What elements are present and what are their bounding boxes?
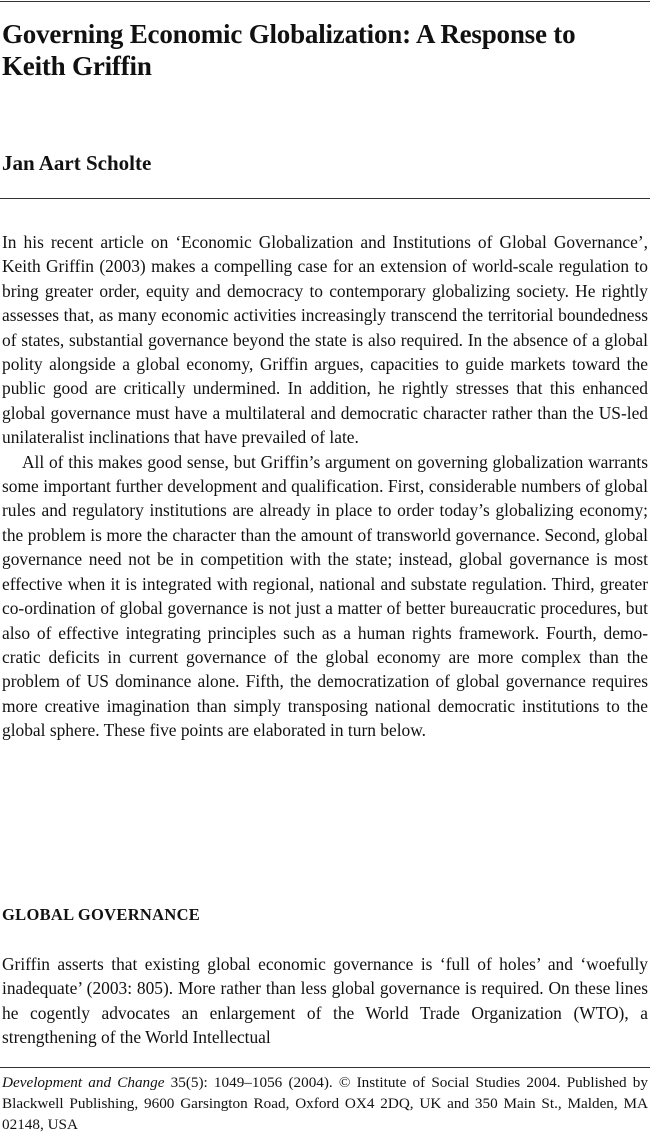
citation-text: 35(5): 1049–1056 (2004). © Institute of Social Studies 2004. Published by Blackwell Publishing, 9600 Garsington Road, Oxford OX4 2DQ, UK and 350 Main St., Malden, MA 02148, USA: [2, 1074, 648, 1133]
citation-footer: [2, 1072, 648, 1135]
article-title: Governing Economic Globalization: A Response to Keith Griffin: [2, 19, 576, 81]
section-body: [2, 952, 648, 1050]
header-divider: [0, 198, 650, 199]
article-body: [2, 230, 648, 743]
top-rule: [0, 1, 650, 2]
section-paragraph: Griffin asserts that existing global economic governance is ‘full of holes’ and ‘woefully inadequate’ (2003: 805). More rather than less global governance is required. On these lines he cogently advocates an enlargement of the World Trade Organization (WTO), a strengthening of the World Intellectual: [2, 954, 648, 1048]
section-heading: GLOBAL GOVERNANCE: [2, 905, 201, 924]
journal-name: Development and Change: [2, 1074, 165, 1091]
intro-paragraph-2: All of this makes good sense, but Griffin’s argument on governing globalization warrants some important further development and qualification. First, considerable numbers of global rules and regulatory institutions are already in place to order today’s globalizing economy; the problem is more the character than the amount of transworld governance. Second, global governance need not be in competition with the state; instead, global governance is most effective when it is integrated with regional, national and substate regulation. Third, greater co-ordination of global governance is not just a matter of better bureaucratic procedures, but also of effective integrating principles such as a human rights framework. Fourth, democratic deficits in current governance of the global economy are more complex than the problem of US dominance alone. Fifth, the democratization of global governance requires more creative imagination than simply transposing national democratic institutions to the global sphere. These five points are elaborated in turn below.: [2, 451, 648, 741]
footer-divider: [0, 1067, 650, 1068]
intro-paragraph-1: In his recent article on ‘Economic Globalization and Institutions of Global Governance’, Keith Griffin (2003) makes a compelling case for an extension of world-scale regulation to bring greater order, equity and democracy to contemporary globalizing society. He rightly assesses that, as many economic activities increasingly transcend the territorial boundedness of states, substantial governance beyond the state is also required. In the absence of a global polity alongside a global economy, Griffin argues, capacities to guide markets toward the public good are critically undermined. In addition, he rightly stresses that this enhanced global governance must have a multilateral and democratic character rather than the US-led unilateralist inclinations that have prevailed of late.: [2, 232, 648, 448]
author-name: Jan Aart Scholte: [2, 151, 152, 175]
